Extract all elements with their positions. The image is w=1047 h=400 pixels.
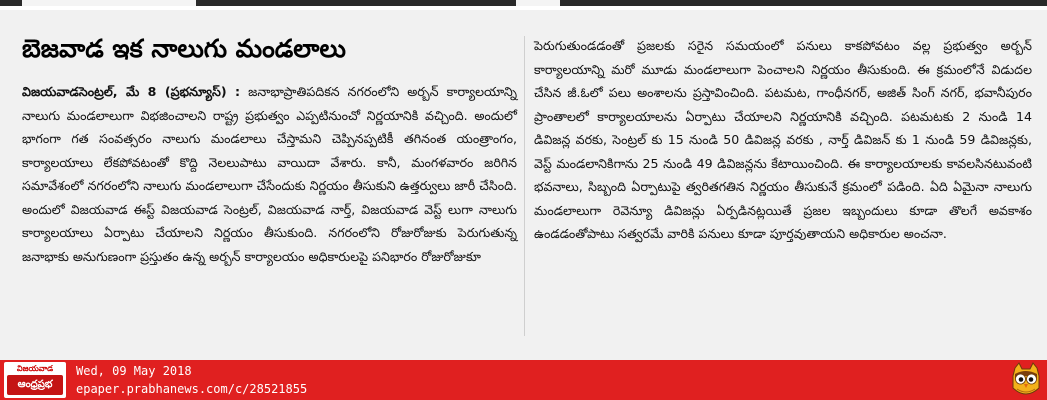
footer-url-link[interactable]: epaper.prabhanews.com/c/28521855 (76, 382, 308, 396)
logo-wordmark: ఆంధ్రప్రభ (7, 375, 63, 395)
top-edge-bar (0, 0, 1047, 6)
article-right-column (534, 34, 1032, 246)
top-edge-segment (196, 0, 516, 6)
andhra-prabha-logo[interactable] (4, 362, 66, 398)
top-edge-segment (0, 0, 22, 6)
owl-icon (1009, 362, 1043, 398)
article-headline: బెజవాడ ఇక నాలుగు మండలాలు (22, 34, 346, 63)
logo-edition-label: విజయవాడ (16, 364, 54, 373)
article-left-column (22, 32, 517, 268)
epaper-footer (0, 360, 1047, 400)
article-left-paragraph (22, 80, 517, 268)
article-left-body: జనాభాప్రాతిపదికన నగరంలోని అర్బన్ కార్యాలయాన్ని నాలుగు మండలాలుగా విభజించాలని రాష్ట్ర ప్రభుత్వం ఎప్పటినుంచో నిర్ణయానికి వచ్చింది. అందులో భాగంగా గత సంవత్సరం నాలుగు మండలాలు చేస్తామని చెప్పినప్పటికీ తగినంత యంత్రాంగం, కార్యాలయాలు లేకపోవటంతో కొద్ది నెలలుపాటు వాయిదా వేశారు. కానీ, మంగళవారం జరిగిన సమావేశంలో నగరంలోని నాలుగు మండలాలుగా చేసేందుకు నిర్ణయం తీసుకుని ఉత్తర్వులు జారీ చేసింది. అందులో విజయవాడ ఈస్ట్ విజయవాడ సెంట్రల్, విజయవాడ నార్త్, విజయవాడ వెస్ట్ లుగా నాలుగు కార్యాలయాలు ఏర్పాటు చేయాలని నిర్ణయం తీసుకుంది. నగరంలోని రోజురోజుకు పెరుగుతున్న జనాభాకు అనుగుణంగా ప్రస్తుతం ఉన్న అర్బన్ కార్యాలయం అధికారులపై పనిభారం రోజురోజుకూ (22, 84, 517, 264)
article-dateline: విజయవాడసెంట్రల్, మే 8 (ప్రభన్యూస్) : (22, 84, 241, 99)
news-article (0, 10, 1047, 360)
footer-date: Wed, 09 May 2018 (76, 364, 192, 378)
top-edge-segment (560, 0, 1047, 6)
column-divider (524, 36, 525, 336)
article-right-body: పెరుగుతుండడంతో ప్రజలకు సరైన సమయంలో పనులు కాకపోవటం వల్ల ప్రభుత్వం అర్బన్ కార్యాలయాన్ని మరో మూడు మండలాలుగా పెంచాలని నిర్ణయం తీసుకుంది. ఈ క్రమంలోనే విడుదల చేసిన జీ.ఓలో పలు అంశాలను ప్రస్తావించింది. పటమట, గాంధీనగర్, అజిత్ సింగ్ నగర్, భవానీపురం ప్రాంతాలలో కార్యాలయాలను ఏర్పాటు చేయాలని నిర్ణయానికి వచ్చింది. పటమటకు 2 నుండి 14 డివిజన్ల వరకు, సెంట్రల్ కు 15 నుండి 50 డివిజన్ల వరకు , నార్త్ డివిజన్ కు 1 నుండి 59 డివిజన్లకు, వెస్ట్ మండలానికిగాను 25 నుండి 49 డివిజన్లను కేటాయించింది. ఈ కార్యాలయాలకు కావలసినటువంటి భవనాలు, సిబ్బంది ఏర్పాటుపై త్వరితగతిన నిర్ణయం తీసుకునే క్రమంలో పడింది. ఏది ఏమైనా నాలుగు మండలాలుగా రెవెన్యూ డివిజన్లు ఏర్పడినట్లయితే ప్రజల ఇబ్బందులు కూడా తొలగే అవకాశం ఉండడంతోపాటు సత్వరమే వారికి పనులు కూడా పూర్తవుతాయని అధికారుల అంచనా. (534, 38, 1032, 241)
